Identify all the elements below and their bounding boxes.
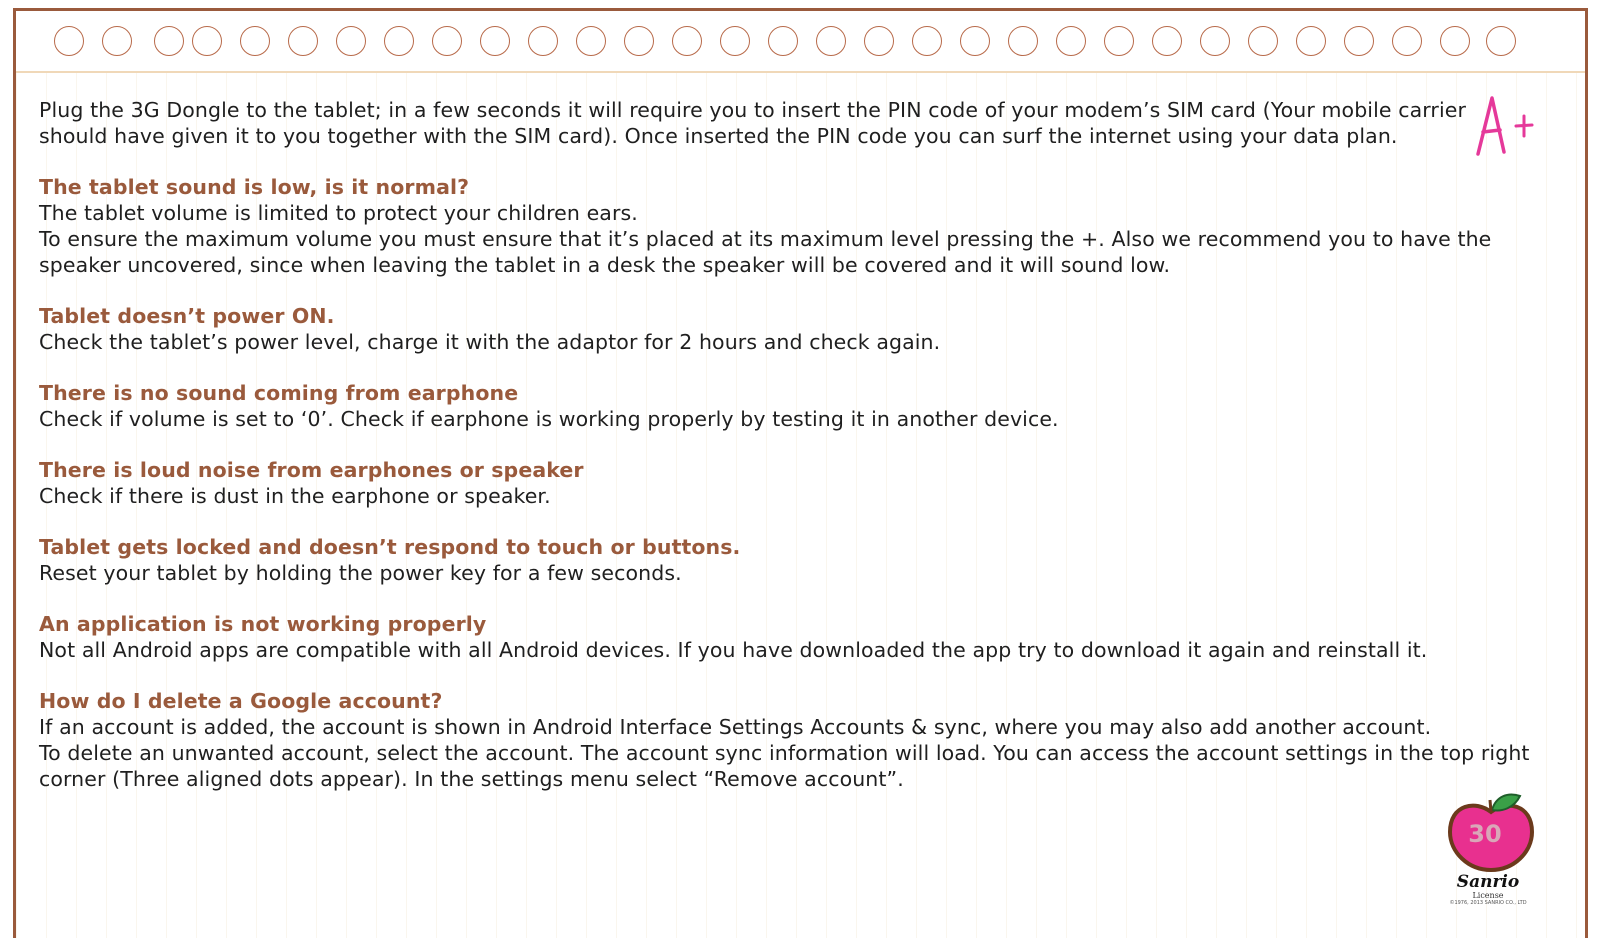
binding-hole [864,26,894,56]
faq-answer-line: To ensure the maximum volume you must ensure that it’s placed at its maximum level pressing the +. Also we recommend you to have the [39,227,1492,251]
faq-question: Tablet gets locked and doesn’t respond to touch or buttons. [39,535,741,559]
faq-answer-line: The tablet volume is limited to protect your children ears. [39,201,638,225]
faq-item [39,303,1539,355]
faq-answer-line: speaker uncovered, since when leaving the tablet in a desk the speaker will be covered and it will sound low. [39,253,1171,277]
binding-hole [1008,26,1038,56]
faq-item [39,534,1539,586]
binding-hole [1056,26,1086,56]
faq-question: The tablet sound is low, is it normal? [39,175,470,199]
copyright-text: ©1976, 2013 SANRIO CO., LTD [1449,900,1527,906]
binding-hole [336,26,366,56]
binding-hole [768,26,798,56]
intro-section [39,97,1539,149]
faq-answer-line: Check if there is dust in the earphone or speaker. [39,484,551,508]
faq-question: There is loud noise from earphones or speaker [39,458,584,482]
faq-answer-line: Not all Android apps are compatible with all Android devices. If you have downloaded the app try to download it again and reinstall it. [39,638,1428,662]
faq-item [39,174,1539,278]
faq-answer-line: Reset your tablet by holding the power key for a few seconds. [39,561,682,585]
binding-hole [480,26,510,56]
binding-hole [576,26,606,56]
binding-hole [912,26,942,56]
faq-question: Tablet doesn’t power ON. [39,304,335,328]
binding-hole [240,26,270,56]
binding-hole [672,26,702,56]
section-spacer [39,432,1539,457]
faq-item [39,688,1539,792]
binding-hole [1296,26,1326,56]
binding-hole [816,26,846,56]
binding-hole [102,26,132,56]
faq-content [39,97,1539,792]
binding-hole [1440,26,1470,56]
faq-answer-line: Check if volume is set to ‘0’. Check if earphone is working properly by testing it in another device. [39,407,1059,431]
binding-hole [720,26,750,56]
section-spacer [39,586,1539,611]
faq-item [39,380,1539,432]
section-spacer [39,355,1539,380]
faq-item [39,457,1539,509]
binding-hole [288,26,318,56]
faq-list [39,149,1539,792]
faq-answer-line: To delete an unwanted account, select the account. The account sync information will load. You can access the account settings in the top right [39,741,1530,765]
faq-answer-line: Check the tablet’s power level, charge it with the adaptor for 2 hours and check again. [39,330,941,354]
binding-holes [16,11,1585,73]
binding-hole [1200,26,1230,56]
section-spacer [39,663,1539,688]
apple-logo-number: 30 [1468,820,1502,848]
binding-hole [432,26,462,56]
binding-hole [960,26,990,56]
faq-question: There is no sound coming from earphone [39,381,519,405]
binding-hole [624,26,654,56]
faq-answer-line: corner (Three aligned dots appear). In the settings menu select “Remove account”. [39,767,904,791]
binding-hole [192,26,222,56]
intro-line: should have given it to you together with the SIM card). Once inserted the PIN code you can surf the internet using your data plan. [39,124,1398,148]
binding-hole [1486,26,1516,56]
intro-line: Plug the 3G Dongle to the tablet; in a few seconds it will require you to insert the PIN code of your modem’s SIM card (Your mobile carrier [39,98,1466,122]
faq-answer-line: If an account is added, the account is shown in Android Interface Settings Accounts & sync, where you may also add another account. [39,715,1432,739]
section-spacer [39,278,1539,303]
faq-question: How do I delete a Google account? [39,689,443,713]
binding-hole [384,26,414,56]
binding-hole [528,26,558,56]
binding-hole [1392,26,1422,56]
license-text: License [1472,891,1504,900]
binding-hole [1248,26,1278,56]
section-spacer [39,509,1539,534]
faq-question: An application is not working properly [39,612,487,636]
binding-hole [1104,26,1134,56]
faq-item [39,611,1539,663]
binding-hole [1344,26,1374,56]
binding-hole [1152,26,1182,56]
section-spacer [39,149,1539,174]
binding-hole [154,26,184,56]
brand-logo-text: Sanrio [1456,872,1520,892]
binding-hole [54,26,84,56]
